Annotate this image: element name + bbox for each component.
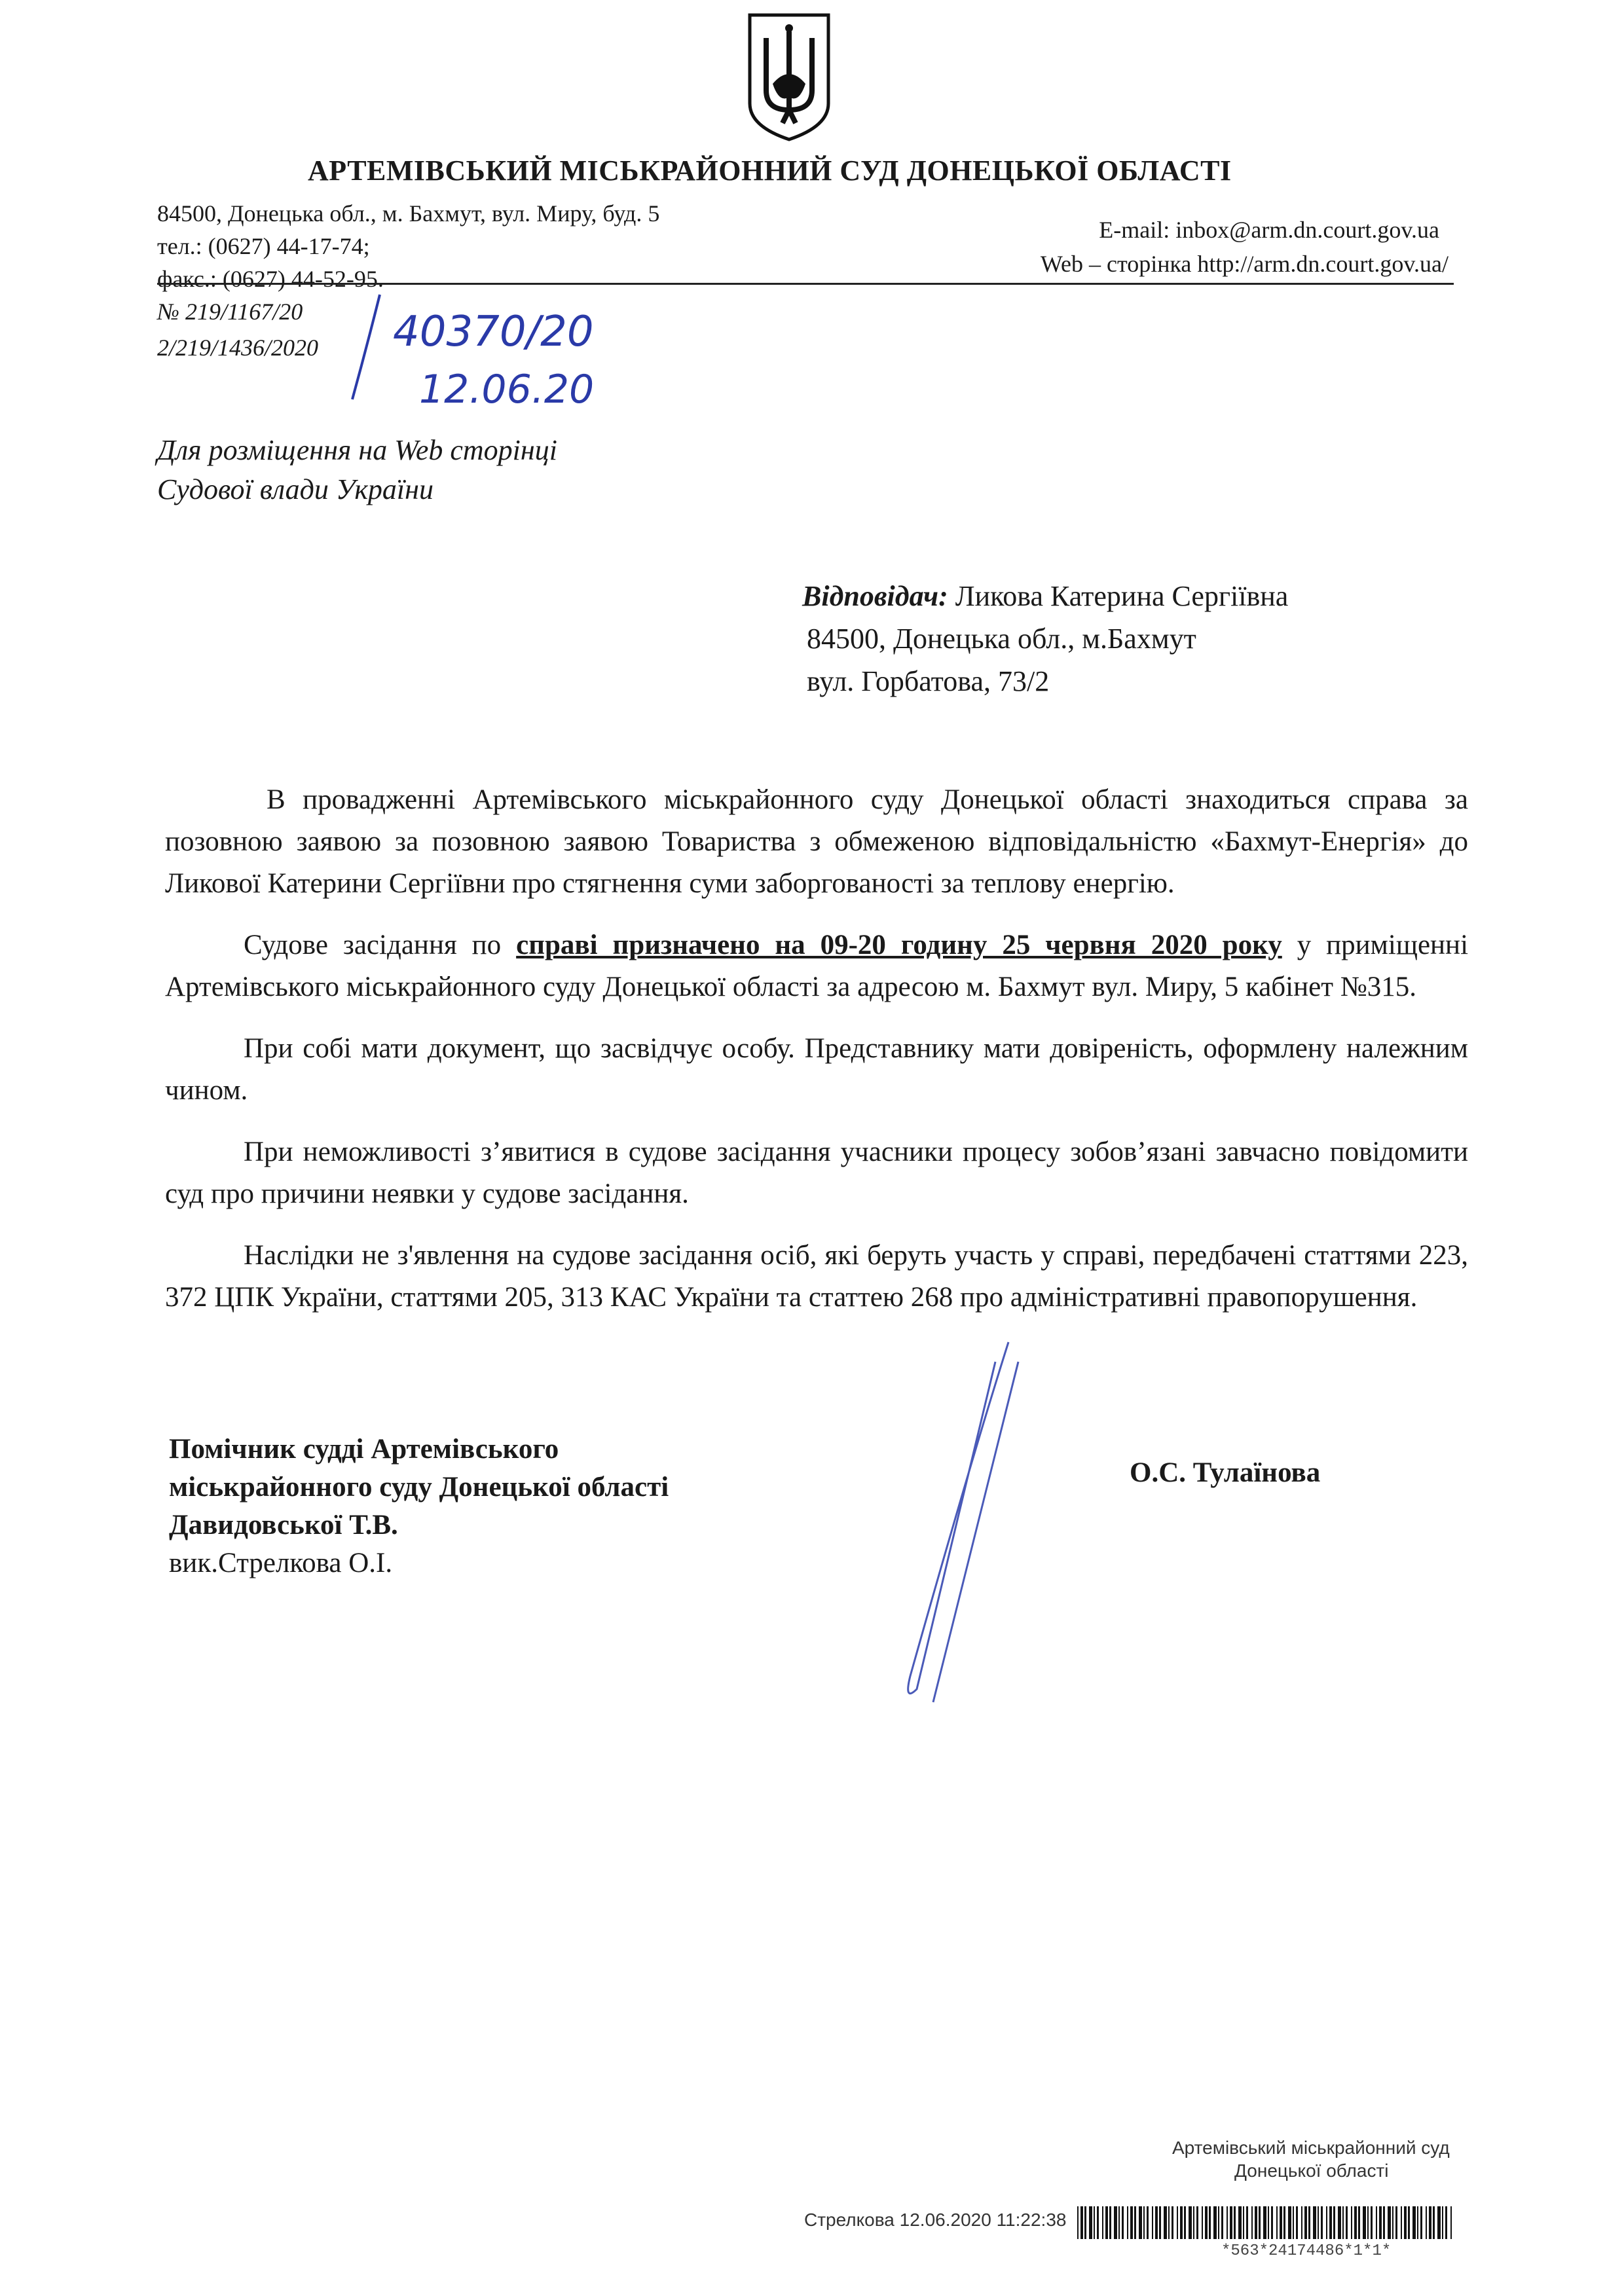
- stamp-registered: Стрелкова 12.06.2020 11:22:38: [804, 2210, 1067, 2230]
- barcode-bar: [1143, 2206, 1145, 2239]
- barcode-bar: [1388, 2206, 1391, 2239]
- court-name: АРТЕМІВСЬКИЙ МІСЬКРАЙОННИЙ СУД ДОНЕЦЬКОЇ ОБЛАСТІ: [308, 155, 1232, 187]
- barcode-bar: [1193, 2206, 1194, 2239]
- case-number: № 219/1167/20: [157, 299, 303, 325]
- barcode-bar: [1234, 2206, 1236, 2239]
- hearing-location: у приміщенні Артемівського міськрайонного суду Донецької області за адресою м. Бахмут вул. Миру, 5 кабінет №315.: [165, 930, 1469, 1002]
- barcode-bar: [1177, 2206, 1178, 2239]
- header-divider: [157, 283, 1454, 285]
- handwritten-incoming-date: 12.06.20: [419, 367, 595, 412]
- barcode-bar: [1379, 2206, 1382, 2239]
- barcode-bar: [1114, 2206, 1117, 2239]
- placement-note-line2: Судової влади України: [157, 473, 434, 505]
- barcode-bar: [1127, 2206, 1128, 2239]
- barcode-bar: [1168, 2206, 1170, 2239]
- barcode-bar: [1097, 2206, 1099, 2239]
- barcode-bar: [1122, 2206, 1124, 2239]
- barcode-bar: [1276, 2206, 1278, 2239]
- barcode-bar: [1105, 2206, 1108, 2239]
- barcode-bar: [1196, 2206, 1198, 2239]
- barcode-bar: [1437, 2206, 1441, 2239]
- signer-position-line3: Давидовської Т.В.: [169, 1510, 398, 1540]
- barcode-bar: [1351, 2206, 1352, 2239]
- barcode-bar: [1251, 2206, 1253, 2239]
- stamp-court-line2: Донецької області: [1234, 2160, 1389, 2181]
- barcode-bar: [1094, 2206, 1095, 2239]
- coat-of-arms-icon: [747, 12, 832, 143]
- handwritten-incoming-number: 40370/20: [393, 308, 594, 356]
- respondent-address1: 84500, Донецька обл., м.Бахмут: [807, 623, 1196, 655]
- barcode-bar: [1159, 2206, 1161, 2239]
- barcode-bar: [1243, 2206, 1244, 2239]
- court-website: Web – сторінка http://arm.dn.court.gov.ua/: [1040, 251, 1449, 277]
- barcode-bar: [1152, 2206, 1153, 2239]
- barcode-bar: [1189, 2206, 1192, 2239]
- barcode-bar: [1342, 2206, 1344, 2239]
- paragraph-proceeding: В провадженні Артемівського міськрайонного суду Донецької області знаходиться справа за позовною заявою за позовною заявою Товариства з обмеженою відповідальністю «Бахмут-Енергія» до Ликової Катерини Сергіївни про стягнення суми заборгованості за теплову енергію.: [165, 784, 1468, 899]
- barcode-bar: [1354, 2206, 1357, 2239]
- stamp-court-line1: Артемівський міськрайонний суд: [1172, 2138, 1450, 2158]
- barcode-bar: [1450, 2206, 1452, 2239]
- barcode-bar: [1293, 2206, 1294, 2239]
- barcode-bar: [1202, 2206, 1203, 2239]
- barcode-bar: [1227, 2206, 1228, 2239]
- barcode-bar: [1205, 2206, 1208, 2239]
- barcode-bar: [1376, 2206, 1377, 2239]
- barcode-bar: [1209, 2206, 1211, 2239]
- barcode-bar: [1130, 2206, 1133, 2239]
- barcode-bar: [1077, 2206, 1079, 2239]
- court-email: E-mail: inbox@arm.dn.court.gov.ua: [1099, 217, 1439, 243]
- barcode-bar: [1221, 2206, 1223, 2239]
- barcode-bar: [1218, 2206, 1219, 2239]
- barcode-bar: [1338, 2206, 1341, 2239]
- barcode-bar: [1404, 2206, 1407, 2239]
- signer-position-line2: міськрайонного суду Донецької області: [169, 1472, 669, 1503]
- barcode-bar: [1367, 2206, 1369, 2239]
- paragraph-hearing: [165, 924, 1468, 1008]
- barcode-bar: [1084, 2206, 1086, 2239]
- registration-barcode: [1077, 2206, 1457, 2239]
- barcode-bar: [1426, 2206, 1427, 2239]
- barcode-bar: [1280, 2206, 1282, 2239]
- barcode-bar: [1442, 2206, 1443, 2239]
- barcode-bar: [1371, 2206, 1373, 2239]
- barcode-bar: [1263, 2206, 1266, 2239]
- barcode-bar: [1318, 2206, 1319, 2239]
- handwritten-signature: [871, 1336, 1028, 1728]
- signature-block: [169, 1430, 669, 1582]
- barcode-bar: [1268, 2206, 1269, 2239]
- barcode-bar: [1271, 2206, 1273, 2239]
- barcode-bar: [1401, 2206, 1402, 2239]
- hearing-intro: Судове засідання по: [244, 930, 502, 960]
- barcode-bar: [1213, 2206, 1217, 2239]
- barcode-bar: [1080, 2206, 1083, 2239]
- barcode-bar: [1333, 2206, 1335, 2239]
- barcode-bar: [1184, 2206, 1186, 2239]
- barcode-bar: [1308, 2206, 1310, 2239]
- barcode-bar: [1255, 2206, 1257, 2239]
- barcode-bar: [1329, 2206, 1332, 2239]
- barcode-bar: [1363, 2206, 1366, 2239]
- barcode-bar: [1433, 2206, 1435, 2239]
- paragraph-documents: При собі мати документ, що засвідчує особу. Представнику мати довіреність, оформлену належним чином.: [165, 1033, 1468, 1106]
- barcode-bar: [1301, 2206, 1302, 2239]
- barcode-bar: [1164, 2206, 1167, 2239]
- barcode-bar: [1283, 2206, 1285, 2239]
- barcode-bar: [1246, 2206, 1248, 2239]
- barcode-bar: [1296, 2206, 1298, 2239]
- barcode-bar: [1383, 2206, 1385, 2239]
- barcode-bar: [1147, 2206, 1149, 2239]
- signer-name: О.С. Тулаїнова: [1130, 1457, 1321, 1488]
- barcode-bar: [1118, 2206, 1120, 2239]
- barcode-bar: [1304, 2206, 1307, 2239]
- barcode-bar: [1288, 2206, 1291, 2239]
- barcode-bar: [1408, 2206, 1410, 2239]
- barcode-bar: [1238, 2206, 1242, 2239]
- barcode-number: *563*24174486*1*1*: [1221, 2242, 1392, 2260]
- court-fax: факс.: (0627) 44-52-95.: [157, 266, 384, 292]
- barcode-bar: [1230, 2206, 1232, 2239]
- paragraph-consequences: Наслідки не з'явлення на судове засідання осіб, які беруть участь у справі, передбачені статтями 223, 372 ЦПК України, статтями 205, 313 КАС України та статтею 268 про адміністративні правопорушення.: [165, 1240, 1468, 1313]
- barcode-bar: [1395, 2206, 1397, 2239]
- executor: вик.Стрелкова О.І.: [169, 1548, 393, 1578]
- barcode-bar: [1346, 2206, 1348, 2239]
- barcode-bar: [1420, 2206, 1422, 2239]
- barcode-bar: [1172, 2206, 1173, 2239]
- notice-body: [165, 779, 1468, 1319]
- barcode-bar: [1259, 2206, 1261, 2239]
- barcode-bar: [1392, 2206, 1393, 2239]
- signer-position-line1: Помічник судді Артемівського: [169, 1434, 559, 1465]
- barcode-bar: [1417, 2206, 1418, 2239]
- barcode-bar: [1155, 2206, 1158, 2239]
- proceeding-number: 2/219/1436/2020: [157, 335, 319, 361]
- barcode-bar: [1134, 2206, 1136, 2239]
- barcode-bar: [1358, 2206, 1360, 2239]
- barcode-bar: [1109, 2206, 1111, 2239]
- barcode-bar: [1326, 2206, 1327, 2239]
- respondent-line: [802, 579, 1288, 613]
- respondent-name: Ликова Катерина Сергіївна: [955, 580, 1289, 612]
- paragraph-absence: При неможливості з’явитися в судове засідання учасники процесу зобов’язані завчасно повідомити суд про причини неявки у судове засідання.: [165, 1137, 1468, 1209]
- barcode-bar: [1445, 2206, 1447, 2239]
- barcode-bar: [1102, 2206, 1103, 2239]
- hearing-datetime: справі призначено на 09-20 годину 25 червня 2020 року: [516, 930, 1282, 960]
- barcode-bar: [1429, 2206, 1431, 2239]
- court-phone: тел.: (0627) 44-17-74;: [157, 233, 370, 259]
- barcode-bar: [1139, 2206, 1142, 2239]
- court-address: 84500, Донецька обл., м. Бахмут, вул. Миру, буд. 5: [157, 200, 660, 227]
- placement-note-line1: Для розміщення на Web сторінці: [157, 434, 557, 466]
- barcode-bar: [1180, 2206, 1183, 2239]
- respondent-address2: вул. Горбатова, 73/2: [807, 665, 1050, 697]
- barcode-bar: [1089, 2206, 1092, 2239]
- barcode-bar: [1313, 2206, 1316, 2239]
- barcode-bar: [1321, 2206, 1323, 2239]
- respondent-label: Відповідач:: [802, 580, 948, 612]
- barcode-bar: [1412, 2206, 1416, 2239]
- handwritten-separator: [341, 288, 393, 406]
